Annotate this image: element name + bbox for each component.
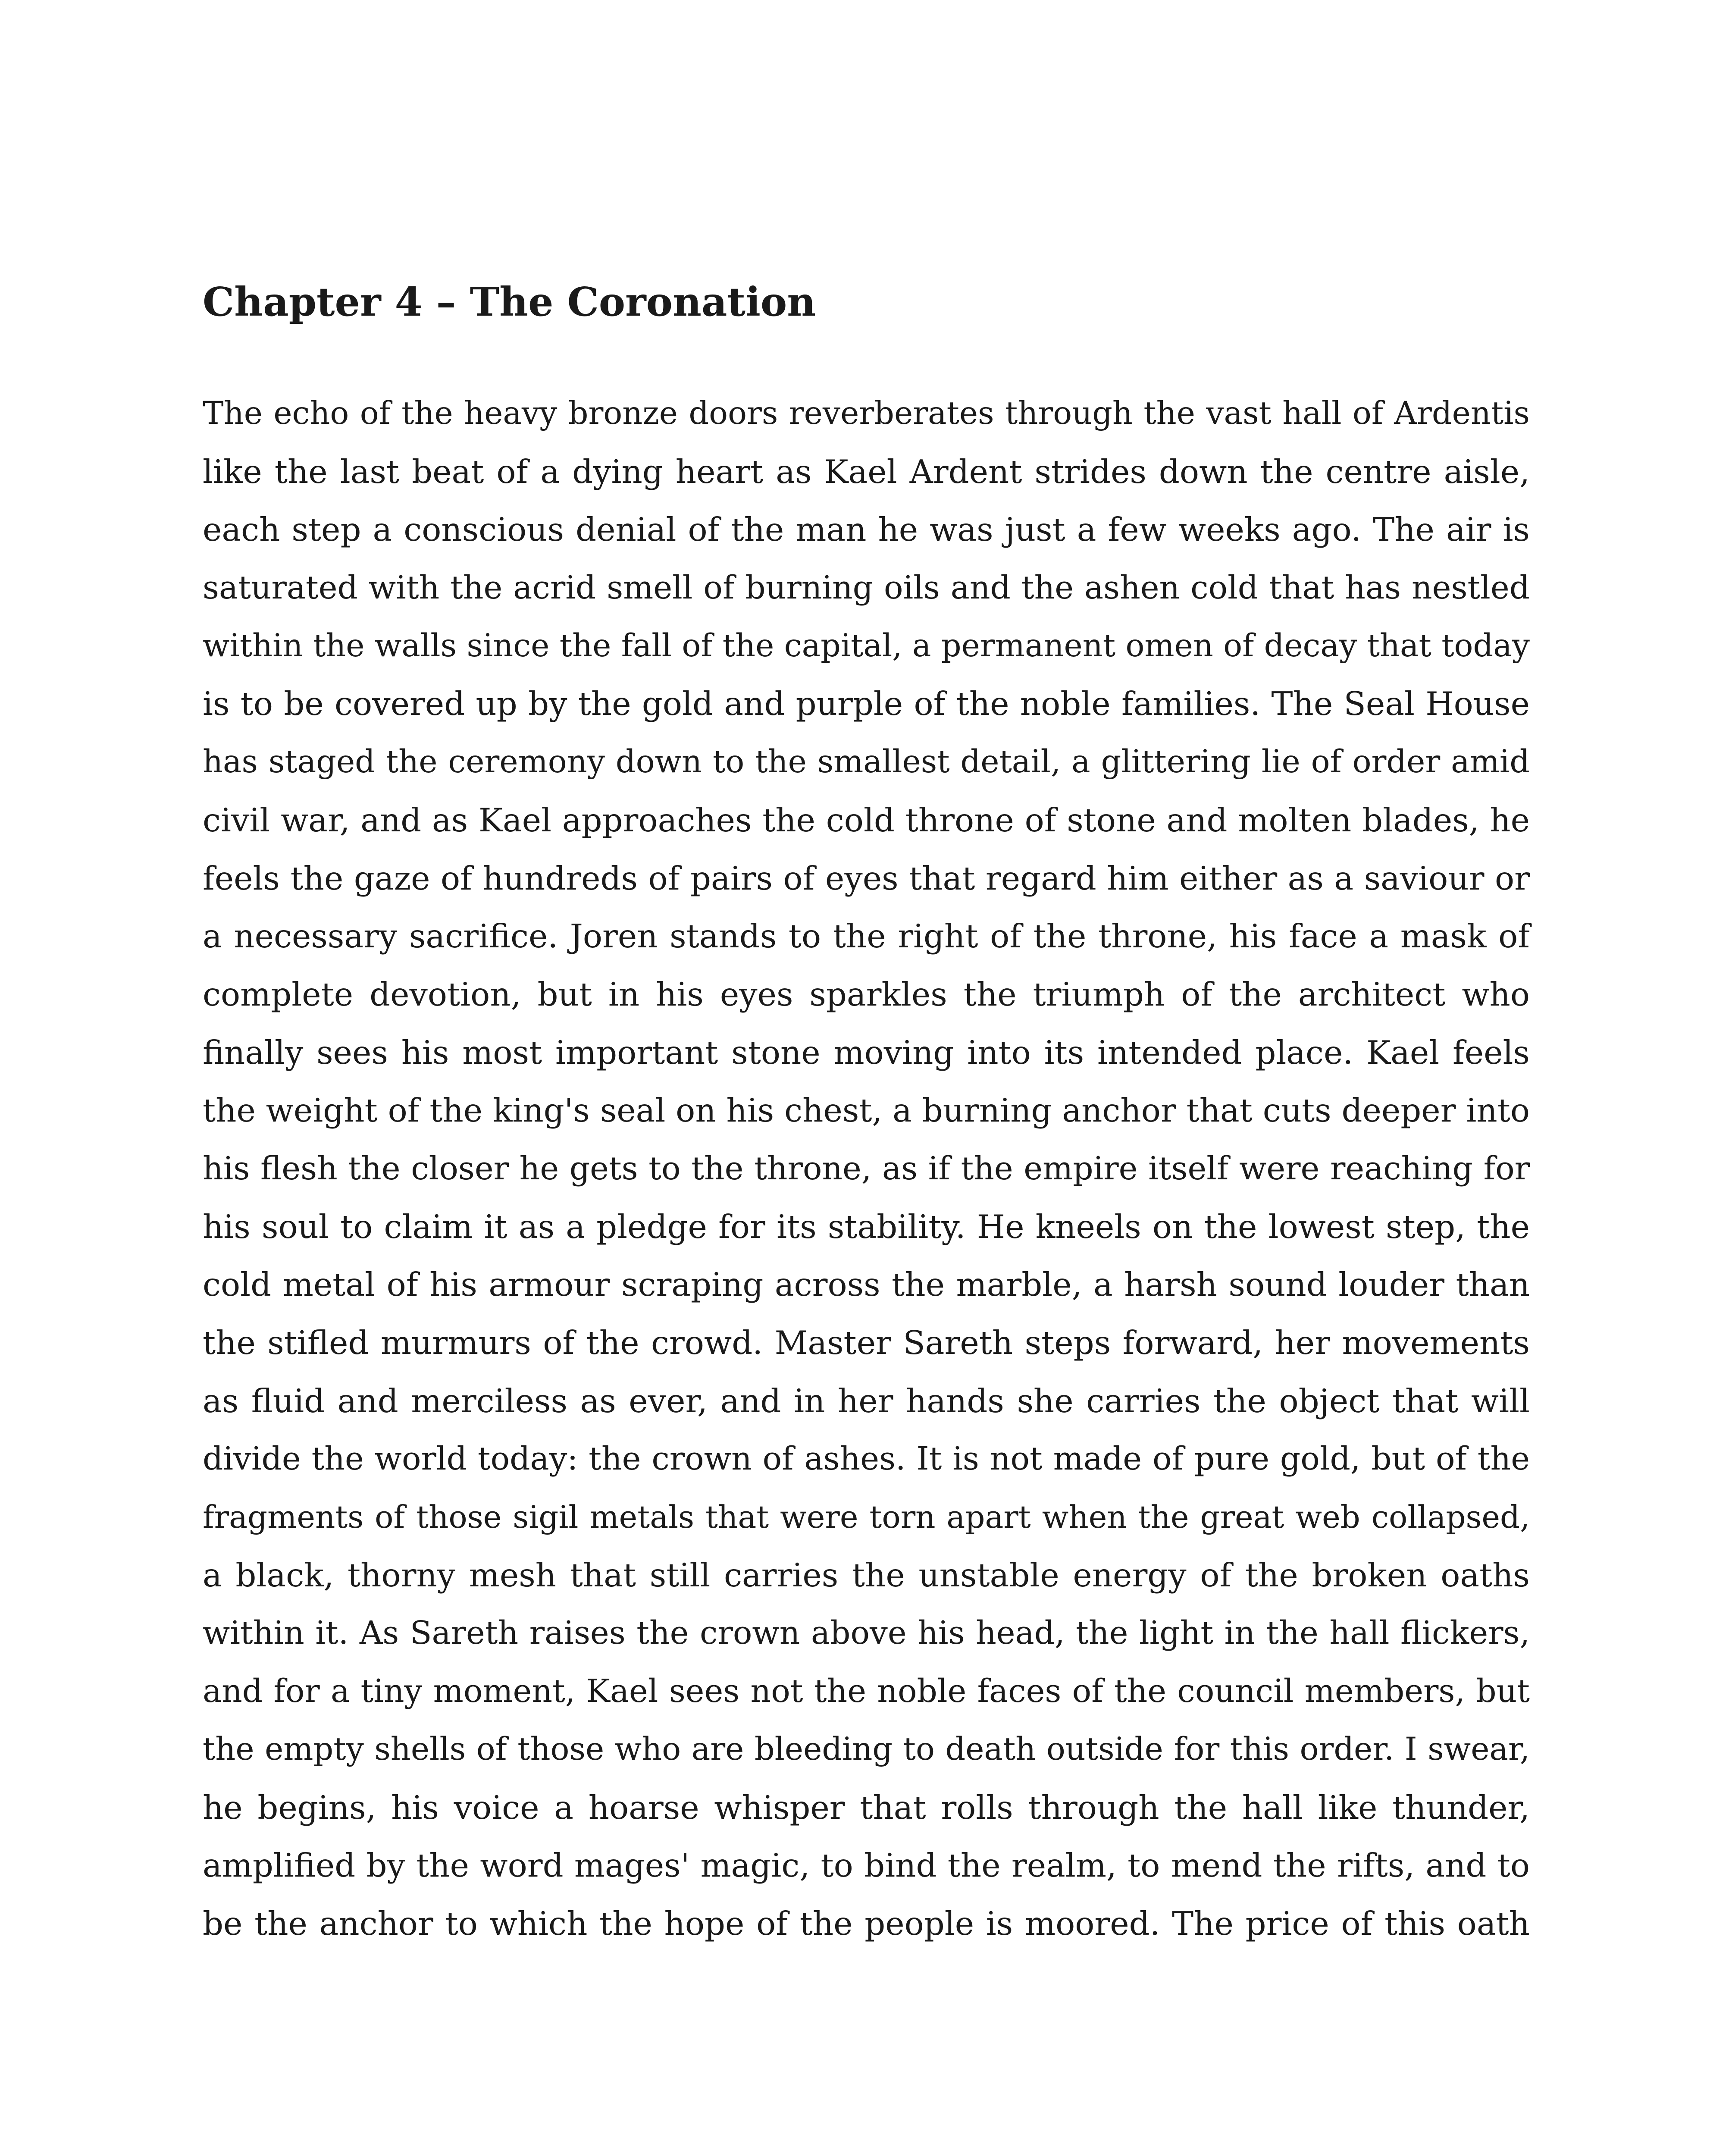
text-line: each step a conscious denial of the man he was just a few weeks ago. The air is (203, 511, 1530, 549)
text-line: The echo of the heavy bronze doors reverberates through the vast hall of Ardentis (203, 395, 1530, 432)
text-line: a black, thorny mesh that still carries the unstable energy of the broken oaths (203, 1556, 1530, 1594)
text-line: has staged the ceremony down to the smallest detail, a glittering lie of order amid (203, 743, 1530, 780)
text-line: be the anchor to which the hope of the people is moored. The price of this oath (203, 1904, 1530, 1943)
text-line: civil war, and as Kael approaches the cold throne of stone and molten blades, he (203, 801, 1530, 839)
text-line: the weight of the king's seal on his chest, a burning anchor that cuts deeper into (203, 1091, 1530, 1130)
text-line: complete devotion, but in his eyes sparkles the triumph of the architect who (203, 975, 1530, 1013)
text-line: within it. As Sareth raises the crown above his head, the light in the hall flickers, (203, 1614, 1530, 1652)
text-line: like the last beat of a dying heart as Kael Ardent strides down the centre aisle, (203, 452, 1530, 491)
text-line: his soul to claim it as a pledge for its stability. He kneels on the lowest step, the (203, 1207, 1530, 1246)
text-line: feels the gaze of hundreds of pairs of eyes that regard him either as a saviour or (203, 859, 1530, 897)
text-line: saturated with the acrid smell of burning oils and the ashen cold that has nestled (203, 569, 1530, 607)
chapter-title: Chapter 4 – The Coronation (203, 279, 816, 325)
text-line: the empty shells of those who are bleeding to death outside for this order. I swear, (203, 1730, 1530, 1767)
text-line: fragments of those sigil metals that were torn apart when the great web collapsed, (203, 1499, 1530, 1536)
text-line: cold metal of his armour scraping across the marble, a harsh sound louder than (203, 1266, 1530, 1304)
chapter-body (203, 385, 1530, 1953)
text-line: is to be covered up by the gold and purple of the noble families. The Seal House (203, 685, 1530, 723)
text-line: amplified by the word mages' magic, to bind the realm, to mend the rifts, and to (203, 1846, 1530, 1885)
text-line: as fluid and merciless as ever, and in her hands she carries the object that will (203, 1382, 1530, 1420)
text-line: and for a tiny moment, Kael sees not the noble faces of the council members, but (203, 1673, 1530, 1710)
text-line: a necessary sacrifice. Joren stands to the right of the throne, his face a mask of (203, 917, 1530, 956)
text-line: he begins, his voice a hoarse whisper that rolls through the hall like thunder, (203, 1788, 1530, 1827)
text-line: divide the world today: the crown of ashes. It is not made of pure gold, but of the (203, 1440, 1530, 1478)
text-line: finally sees his most important stone moving into its intended place. Kael feels (203, 1033, 1530, 1072)
text-line: his flesh the closer he gets to the throne, as if the empire itself were reaching for (203, 1150, 1530, 1187)
text-line: within the walls since the fall of the capital, a permanent omen of decay that today (203, 627, 1530, 664)
text-line: the stifled murmurs of the crowd. Master Sareth steps forward, her movements (203, 1324, 1530, 1362)
